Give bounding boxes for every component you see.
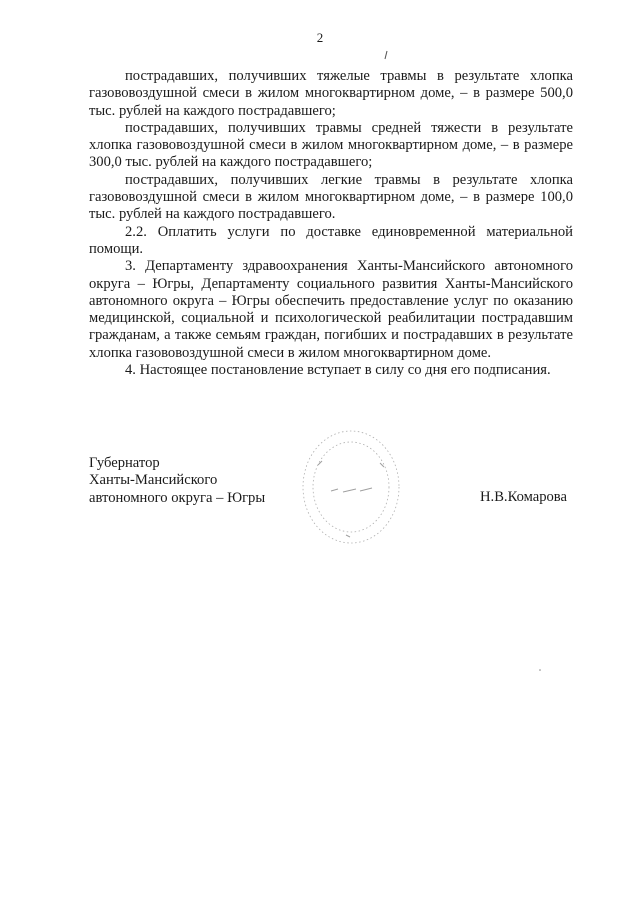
signer-name: Н.В.Комарова: [480, 489, 567, 505]
official-seal: [298, 425, 404, 549]
page-number: 2: [316, 30, 324, 45]
paragraph-item-3: 3. Департаменту здравоохранения Ханты-Мансийского автономного округа – Югры, Департаменту социального развития Ханты-Мансийского автономного округа – Югры обеспечить предоставление услуг по оказанию медицинской, социальной и психологической реабилитации пострадавшим гражданам, а также семьям граждан, погибших и пострадавших в результате хлопка газововоздушной смеси в жилом многоквартирном доме.: [89, 258, 573, 361]
document-body: [89, 68, 573, 379]
scan-mark: [383, 50, 389, 60]
scan-mark: [538, 668, 542, 672]
paragraph-item-2-2: 2.2. Оплатить услуги по доставке единовременной материальной помощи.: [89, 223, 573, 257]
signature-title: [89, 455, 265, 507]
signature-title-line: автономного округа – Югры: [89, 489, 266, 506]
signature-title-line: Губернатор: [89, 455, 160, 471]
paragraph-item-4: 4. Настоящее постановление вступает в силу со дня его подписания.: [125, 362, 551, 379]
paragraph-light-injuries: пострадавших, получивших легкие травмы в результате хлопка газововоздушной смеси в жилом многоквартирном доме, – в размере 100,0 тыс. рублей на каждого пострадавшего.: [89, 171, 573, 223]
paragraph-moderate-injuries: пострадавших, получивших травмы средней тяжести в результате хлопка газововоздушной смеси в жилом многоквартирном доме, – в размере 300,0 тыс. рублей на каждого пострадавшего;: [89, 119, 573, 171]
paragraph-severe-injuries: пострадавших, получивших тяжелые травмы в результате хлопка газововоздушной смеси в жилом многоквартирном доме, – в размере 500,0 тыс. рублей на каждого пострадавшего;: [89, 68, 573, 119]
signature-title-line: Ханты-Мансийского: [89, 472, 218, 489]
